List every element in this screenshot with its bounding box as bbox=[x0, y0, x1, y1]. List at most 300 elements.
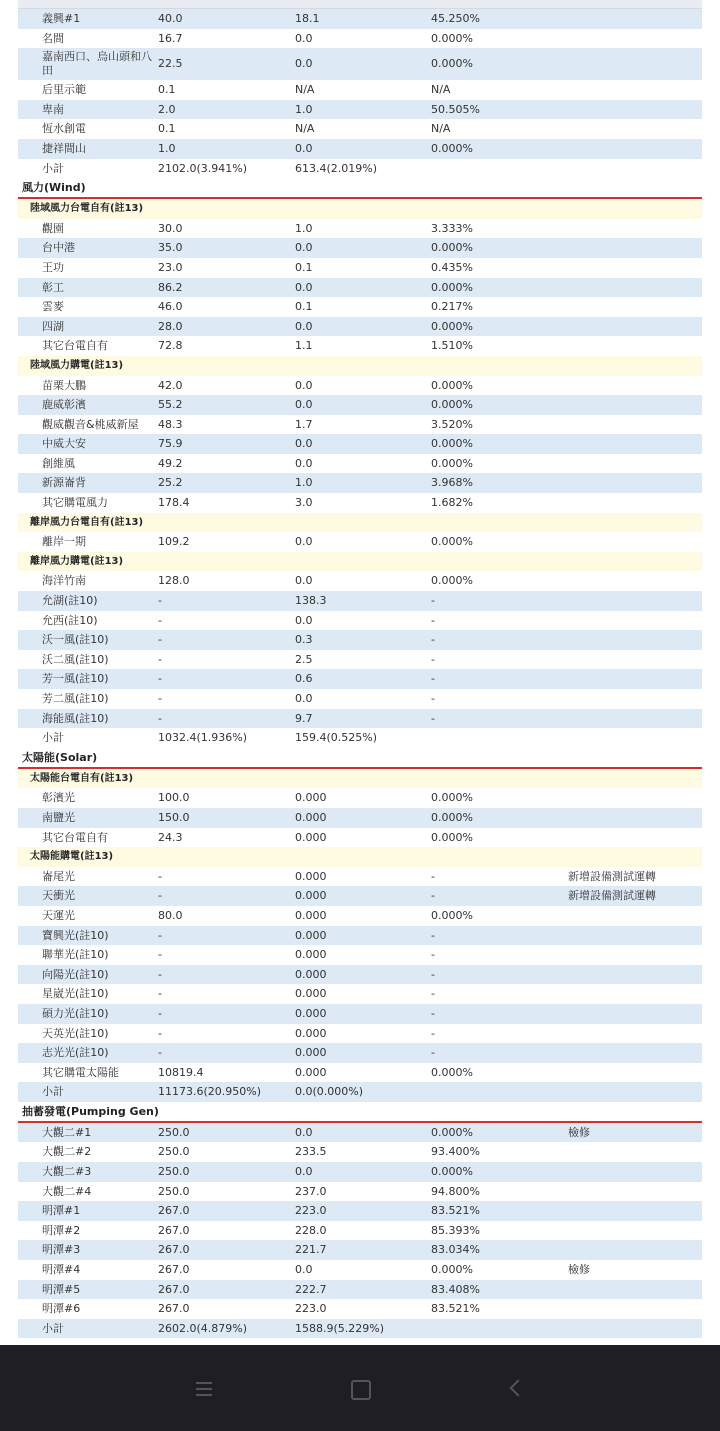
generation-value: 0.000 bbox=[295, 1026, 327, 1040]
utilization-value: 85.393% bbox=[431, 1223, 480, 1237]
subgroup-header: 太陽能購電(註13) bbox=[18, 847, 702, 867]
unit-name: 嘉南西口、烏山頭和八田 bbox=[42, 50, 152, 78]
generation-value: 0.0 bbox=[295, 1165, 313, 1179]
unit-name: 沃一風(註10) bbox=[42, 633, 109, 647]
generation-value: 0.000 bbox=[295, 1065, 327, 1079]
table-row bbox=[18, 906, 702, 926]
generation-value: 0.000 bbox=[295, 1046, 327, 1060]
table-row bbox=[18, 867, 702, 887]
table-row bbox=[18, 965, 702, 985]
table-row bbox=[18, 1201, 702, 1221]
table-row bbox=[18, 984, 702, 1004]
generation-value: 221.7 bbox=[295, 1243, 327, 1257]
capacity-value: - bbox=[158, 633, 162, 647]
utilization-value: 0.000% bbox=[431, 535, 473, 549]
generation-value: 0.1 bbox=[295, 300, 313, 314]
unit-name: 名間 bbox=[42, 31, 64, 45]
unit-name: 彰工 bbox=[42, 280, 64, 294]
generation-value: 0.000 bbox=[295, 791, 327, 805]
unit-name: 王功 bbox=[42, 260, 64, 274]
capacity-value: 72.8 bbox=[158, 339, 183, 353]
capacity-value: - bbox=[158, 1026, 162, 1040]
utilization-value: 94.800% bbox=[431, 1184, 480, 1198]
table-row bbox=[18, 1299, 702, 1319]
generation-value: 0.0 bbox=[295, 535, 313, 549]
unit-name: 聯華光(註10) bbox=[42, 948, 109, 962]
unit-name: 碩力光(註10) bbox=[42, 1006, 109, 1020]
unit-name: 其它購電太陽能 bbox=[42, 1065, 119, 1079]
top-bar bbox=[0, 0, 720, 9]
capacity-value: 55.2 bbox=[158, 398, 183, 412]
capacity-value: 35.0 bbox=[158, 241, 183, 255]
utilization-value: 0.000% bbox=[431, 241, 473, 255]
generation-value: 0.000 bbox=[295, 889, 327, 903]
capacity-value: 1032.4(1.936%) bbox=[158, 731, 248, 745]
capacity-value: - bbox=[158, 652, 162, 666]
generation-value: 0.000 bbox=[295, 810, 327, 824]
unit-name: 其它台電自有 bbox=[42, 339, 108, 353]
utilization-value: 3.968% bbox=[431, 476, 473, 490]
unit-name: 星崴光(註10) bbox=[42, 987, 109, 1001]
generation-value: 0.000 bbox=[295, 1006, 327, 1020]
table-row bbox=[18, 571, 702, 591]
table-row bbox=[18, 689, 702, 709]
category-header: 風力(Wind) bbox=[18, 178, 702, 199]
utilization-value: 0.000% bbox=[431, 437, 473, 451]
unit-name: 天運光 bbox=[42, 908, 75, 922]
capacity-value: 42.0 bbox=[158, 378, 183, 392]
generation-value: 0.0 bbox=[295, 280, 313, 294]
unit-name: 明潭#2 bbox=[42, 1223, 81, 1237]
unit-name: 大觀二#2 bbox=[42, 1145, 92, 1159]
capacity-value: 40.0 bbox=[158, 12, 183, 25]
unit-name: 其它台電自有 bbox=[42, 830, 108, 844]
generation-value: 138.3 bbox=[295, 594, 327, 608]
table-row bbox=[18, 278, 702, 298]
table-row bbox=[18, 1123, 702, 1143]
unit-name: 志光光(註10) bbox=[42, 1046, 109, 1060]
table-row bbox=[18, 1043, 702, 1063]
table-row bbox=[18, 630, 702, 650]
back-icon[interactable] bbox=[503, 1374, 533, 1404]
home-icon[interactable] bbox=[345, 1374, 375, 1404]
table-row bbox=[18, 1182, 702, 1202]
utilization-value: 50.505% bbox=[431, 102, 480, 116]
generation-value: 0.000 bbox=[295, 908, 327, 922]
utilization-value: 45.250% bbox=[431, 12, 480, 25]
utilization-value: 1.510% bbox=[431, 339, 473, 353]
generation-value: 0.0 bbox=[295, 141, 313, 155]
unit-name: 芳二風(註10) bbox=[42, 692, 109, 705]
capacity-value: - bbox=[158, 928, 162, 942]
table-row bbox=[18, 159, 702, 179]
subgroup-header: 離岸風力台電自有(註13) bbox=[18, 513, 702, 533]
utilization-value: 0.000% bbox=[431, 319, 473, 333]
table-row bbox=[18, 650, 702, 670]
power-generation-table bbox=[18, 9, 702, 1338]
capacity-value: 23.0 bbox=[158, 260, 183, 274]
generation-value: 223.0 bbox=[295, 1204, 327, 1218]
table-row bbox=[18, 591, 702, 611]
utilization-value: 1.682% bbox=[431, 496, 473, 510]
generation-value: 18.1 bbox=[295, 12, 320, 25]
subgroup-header: 陸域風力購電(註13) bbox=[18, 356, 702, 376]
generation-value: 233.5 bbox=[295, 1145, 327, 1159]
table-row bbox=[18, 119, 702, 139]
table-row bbox=[18, 828, 702, 848]
generation-value: 1.0 bbox=[295, 476, 313, 490]
capacity-value: - bbox=[158, 967, 162, 981]
generation-value: 1588.9(5.229%) bbox=[295, 1321, 385, 1335]
unit-name: 離岸一期 bbox=[42, 535, 86, 549]
generation-value: 0.0 bbox=[295, 57, 313, 71]
capacity-value: 86.2 bbox=[158, 280, 183, 294]
capacity-value: 2.0 bbox=[158, 102, 176, 116]
utilization-value: 0.000% bbox=[431, 791, 473, 805]
generation-value: 0.0 bbox=[295, 692, 313, 705]
capacity-value: - bbox=[158, 1006, 162, 1020]
generation-value: 0.000 bbox=[295, 967, 327, 981]
utilization-value: 0.000% bbox=[431, 1125, 473, 1139]
table-row bbox=[18, 238, 702, 258]
capacity-value: 10819.4 bbox=[158, 1065, 204, 1079]
unit-name: 后里示範 bbox=[42, 83, 86, 97]
unit-name: 捷祥間山 bbox=[42, 141, 86, 155]
table-row bbox=[18, 1260, 702, 1280]
table-row bbox=[18, 317, 702, 337]
utilization-value: - bbox=[431, 692, 435, 705]
table-row bbox=[18, 1024, 702, 1044]
utilization-value: - bbox=[431, 633, 435, 647]
capacity-value: - bbox=[158, 889, 162, 903]
utilization-value: 0.000% bbox=[431, 1065, 473, 1079]
generation-value: 1.0 bbox=[295, 221, 313, 235]
unit-name: 小計 bbox=[42, 1321, 64, 1335]
capacity-value: 30.0 bbox=[158, 221, 183, 235]
unit-name: 雲麥 bbox=[42, 300, 64, 314]
unit-name: 卑南 bbox=[42, 102, 64, 116]
table-row bbox=[18, 1240, 702, 1260]
capacity-value: 80.0 bbox=[158, 908, 183, 922]
capacity-value: 0.1 bbox=[158, 83, 176, 97]
generation-value: 0.1 bbox=[295, 260, 313, 274]
unit-name: 台中港 bbox=[42, 241, 75, 255]
generation-value: 3.0 bbox=[295, 496, 313, 510]
unit-name: 大觀二#1 bbox=[42, 1125, 92, 1139]
table-row bbox=[18, 1142, 702, 1162]
capacity-value: 267.0 bbox=[158, 1223, 190, 1237]
unit-name: 鹿威彰濱 bbox=[42, 398, 86, 412]
unit-name: 明潭#4 bbox=[42, 1263, 81, 1277]
table-row bbox=[18, 80, 702, 100]
utilization-value: - bbox=[431, 613, 435, 627]
utilization-value: - bbox=[431, 1006, 435, 1020]
utilization-value: 0.000% bbox=[431, 1165, 473, 1179]
generation-value: 0.0 bbox=[295, 378, 313, 392]
table-row bbox=[18, 1280, 702, 1300]
capacity-value: 128.0 bbox=[158, 574, 190, 588]
table-row bbox=[18, 219, 702, 239]
capacity-value: 49.2 bbox=[158, 456, 183, 470]
unit-name: 明潭#1 bbox=[42, 1204, 81, 1218]
capacity-value: - bbox=[158, 594, 162, 608]
unit-name: 南鹽光 bbox=[42, 810, 75, 824]
utilization-value: - bbox=[431, 869, 435, 883]
capacity-value: - bbox=[158, 948, 162, 962]
capacity-value: 267.0 bbox=[158, 1263, 190, 1277]
table-row bbox=[18, 1221, 702, 1241]
generation-value: 0.000 bbox=[295, 830, 327, 844]
unit-name: 天英光(註10) bbox=[42, 1026, 109, 1040]
generation-value: 9.7 bbox=[295, 711, 313, 725]
utilization-value: - bbox=[431, 948, 435, 962]
utilization-value: - bbox=[431, 928, 435, 942]
utilization-value: - bbox=[431, 967, 435, 981]
unit-name: 大觀二#3 bbox=[42, 1165, 92, 1179]
capacity-value: 75.9 bbox=[158, 437, 183, 451]
capacity-value: 100.0 bbox=[158, 791, 190, 805]
table-row bbox=[18, 611, 702, 631]
unit-name: 允湖(註10) bbox=[42, 594, 98, 608]
capacity-value: 267.0 bbox=[158, 1243, 190, 1257]
capacity-value: 2602.0(4.879%) bbox=[158, 1321, 248, 1335]
utilization-value: 0.217% bbox=[431, 300, 473, 314]
unit-name: 苗栗大鵬 bbox=[42, 378, 86, 392]
capacity-value: 1.0 bbox=[158, 141, 176, 155]
menu-icon[interactable] bbox=[189, 1374, 219, 1404]
capacity-value: 0.1 bbox=[158, 122, 176, 136]
unit-name: 沃二風(註10) bbox=[42, 652, 109, 666]
utilization-value: 0.000% bbox=[431, 810, 473, 824]
unit-name: 恆水創電 bbox=[42, 122, 86, 136]
generation-value: 222.7 bbox=[295, 1282, 327, 1296]
table-row bbox=[18, 395, 702, 415]
utilization-value: - bbox=[431, 987, 435, 1001]
unit-name: 明潭#5 bbox=[42, 1282, 81, 1296]
capacity-value: 46.0 bbox=[158, 300, 183, 314]
capacity-value: 267.0 bbox=[158, 1204, 190, 1218]
generation-value: 0.0 bbox=[295, 398, 313, 412]
capacity-value: 25.2 bbox=[158, 476, 183, 490]
unit-name: 新源崙背 bbox=[42, 476, 86, 490]
subgroup-header: 太陽能台電自有(註13) bbox=[18, 769, 702, 789]
capacity-value: 22.5 bbox=[158, 57, 183, 71]
generation-value: 228.0 bbox=[295, 1223, 327, 1237]
unit-name: 彰濱光 bbox=[42, 791, 75, 805]
table-row bbox=[18, 100, 702, 120]
utilization-value: - bbox=[431, 889, 435, 903]
unit-name: 明潭#6 bbox=[42, 1302, 81, 1316]
unit-name: 觀威觀音&桃威新屋 bbox=[42, 417, 139, 431]
generation-value: 1.0 bbox=[295, 102, 313, 116]
utilization-value: - bbox=[431, 1046, 435, 1060]
table-row bbox=[18, 788, 702, 808]
capacity-value: 28.0 bbox=[158, 319, 183, 333]
capacity-value: 150.0 bbox=[158, 810, 190, 824]
generation-value: 0.0 bbox=[295, 437, 313, 451]
generation-value: 0.6 bbox=[295, 672, 313, 686]
unit-name: 義興#1 bbox=[42, 12, 81, 25]
table-row bbox=[18, 532, 702, 552]
table-row bbox=[18, 258, 702, 278]
note-value: 檢修 bbox=[568, 1263, 590, 1277]
unit-name: 天衝光 bbox=[42, 889, 75, 903]
table-row bbox=[18, 336, 702, 356]
generation-value: 0.0 bbox=[295, 31, 313, 45]
note-value: 新增設備測試運轉 bbox=[568, 869, 656, 883]
table-row bbox=[18, 926, 702, 946]
table-row bbox=[18, 473, 702, 493]
capacity-value: 2102.0(3.941%) bbox=[158, 161, 248, 175]
table-row bbox=[18, 139, 702, 159]
table-row bbox=[18, 1319, 702, 1339]
utilization-value: N/A bbox=[431, 83, 451, 97]
generation-value: 159.4(0.525%) bbox=[295, 731, 378, 745]
capacity-value: 250.0 bbox=[158, 1125, 190, 1139]
utilization-value: 83.521% bbox=[431, 1302, 480, 1316]
table-row bbox=[18, 493, 702, 513]
utilization-value: 0.000% bbox=[431, 378, 473, 392]
utilization-value: N/A bbox=[431, 122, 451, 136]
generation-value: 1.7 bbox=[295, 417, 313, 431]
table-row bbox=[18, 1162, 702, 1182]
unit-name: 向陽光(註10) bbox=[42, 967, 109, 981]
generation-value: N/A bbox=[295, 83, 315, 97]
utilization-value: 83.034% bbox=[431, 1243, 480, 1257]
generation-value: 0.3 bbox=[295, 633, 313, 647]
generation-value: 0.0 bbox=[295, 613, 313, 627]
table-row bbox=[18, 728, 702, 748]
utilization-value: 0.000% bbox=[431, 141, 473, 155]
table-row bbox=[18, 808, 702, 828]
generation-value: 0.0 bbox=[295, 1125, 313, 1139]
capacity-value: - bbox=[158, 692, 162, 705]
utilization-value: - bbox=[431, 711, 435, 725]
utilization-value: 0.000% bbox=[431, 830, 473, 844]
note-value: 新增設備測試運轉 bbox=[568, 889, 656, 903]
generation-value: 0.000 bbox=[295, 869, 327, 883]
unit-name: 明潭#3 bbox=[42, 1243, 81, 1257]
capacity-value: 24.3 bbox=[158, 830, 183, 844]
utilization-value: 93.400% bbox=[431, 1145, 480, 1159]
utilization-value: - bbox=[431, 652, 435, 666]
generation-value: 0.000 bbox=[295, 987, 327, 1001]
utilization-value: 0.000% bbox=[431, 280, 473, 294]
table-row bbox=[18, 376, 702, 396]
unit-name: 大觀二#4 bbox=[42, 1184, 92, 1198]
utilization-value: - bbox=[431, 672, 435, 686]
generation-value: 0.0 bbox=[295, 574, 313, 588]
generation-value: N/A bbox=[295, 122, 315, 136]
generation-value: 613.4(2.019%) bbox=[295, 161, 378, 175]
table-row bbox=[18, 1082, 702, 1102]
utilization-value: 0.000% bbox=[431, 574, 473, 588]
capacity-value: 11173.6(20.950%) bbox=[158, 1085, 262, 1099]
table-row bbox=[18, 9, 702, 29]
unit-name: 小計 bbox=[42, 731, 64, 745]
generation-value: 1.1 bbox=[295, 339, 313, 353]
category-header: 太陽能(Solar) bbox=[18, 748, 702, 769]
category-header: 抽蓄發電(Pumping Gen) bbox=[18, 1102, 702, 1123]
table-row bbox=[18, 1004, 702, 1024]
utilization-value: 0.435% bbox=[431, 260, 473, 274]
capacity-value: 16.7 bbox=[158, 31, 183, 45]
table-row bbox=[18, 415, 702, 435]
capacity-value: 250.0 bbox=[158, 1145, 190, 1159]
top-strip bbox=[18, 0, 702, 9]
note-value: 檢修 bbox=[568, 1125, 590, 1139]
capacity-value: - bbox=[158, 613, 162, 627]
unit-name: 小計 bbox=[42, 161, 64, 175]
utilization-value: 3.520% bbox=[431, 417, 473, 431]
android-nav-bar bbox=[0, 1345, 720, 1431]
subgroup-header: 陸域風力台電自有(註13) bbox=[18, 199, 702, 219]
table-row bbox=[18, 297, 702, 317]
capacity-value: - bbox=[158, 1046, 162, 1060]
utilization-value: 0.000% bbox=[431, 1263, 473, 1277]
utilization-value: 0.000% bbox=[431, 398, 473, 412]
utilization-value: 0.000% bbox=[431, 456, 473, 470]
table-row bbox=[18, 709, 702, 729]
capacity-value: 48.3 bbox=[158, 417, 183, 431]
generation-value: 223.0 bbox=[295, 1302, 327, 1316]
table-row bbox=[18, 1063, 702, 1083]
utilization-value: 83.521% bbox=[431, 1204, 480, 1218]
table-row bbox=[18, 48, 702, 80]
generation-value: 237.0 bbox=[295, 1184, 327, 1198]
unit-name: 海能風(註10) bbox=[42, 711, 109, 725]
utilization-value: 0.000% bbox=[431, 908, 473, 922]
generation-value: 0.000 bbox=[295, 948, 327, 962]
unit-name: 允西(註10) bbox=[42, 613, 98, 627]
table-row bbox=[18, 29, 702, 49]
unit-name: 小計 bbox=[42, 1085, 64, 1099]
generation-value: 0.0 bbox=[295, 241, 313, 255]
utilization-value: - bbox=[431, 1026, 435, 1040]
unit-name: 中威大安 bbox=[42, 437, 86, 451]
capacity-value: 267.0 bbox=[158, 1282, 190, 1296]
generation-value: 0.0(0.000%) bbox=[295, 1085, 364, 1099]
table-row bbox=[18, 669, 702, 689]
capacity-value: 109.2 bbox=[158, 535, 190, 549]
unit-name: 芳一風(註10) bbox=[42, 672, 109, 686]
unit-name: 寶興光(註10) bbox=[42, 928, 109, 942]
capacity-value: 250.0 bbox=[158, 1184, 190, 1198]
capacity-value: - bbox=[158, 711, 162, 725]
unit-name: 海洋竹南 bbox=[42, 574, 86, 588]
subgroup-header: 離岸風力購電(註13) bbox=[18, 552, 702, 572]
table-row bbox=[18, 434, 702, 454]
utilization-value: 0.000% bbox=[431, 31, 473, 45]
generation-value: 0.000 bbox=[295, 928, 327, 942]
table-row bbox=[18, 945, 702, 965]
capacity-value: 178.4 bbox=[158, 496, 190, 510]
unit-name: 崙尾光 bbox=[42, 869, 75, 883]
generation-value: 2.5 bbox=[295, 652, 313, 666]
unit-name: 觀園 bbox=[42, 221, 64, 235]
generation-value: 0.0 bbox=[295, 1263, 313, 1277]
utilization-value: 83.408% bbox=[431, 1282, 480, 1296]
generation-value: 0.0 bbox=[295, 456, 313, 470]
table-row bbox=[18, 886, 702, 906]
capacity-value: - bbox=[158, 672, 162, 686]
unit-name: 其它購電風力 bbox=[42, 496, 108, 510]
capacity-value: - bbox=[158, 869, 162, 883]
capacity-value: 250.0 bbox=[158, 1165, 190, 1179]
utilization-value: 3.333% bbox=[431, 221, 473, 235]
table-row bbox=[18, 454, 702, 474]
generation-value: 0.0 bbox=[295, 319, 313, 333]
